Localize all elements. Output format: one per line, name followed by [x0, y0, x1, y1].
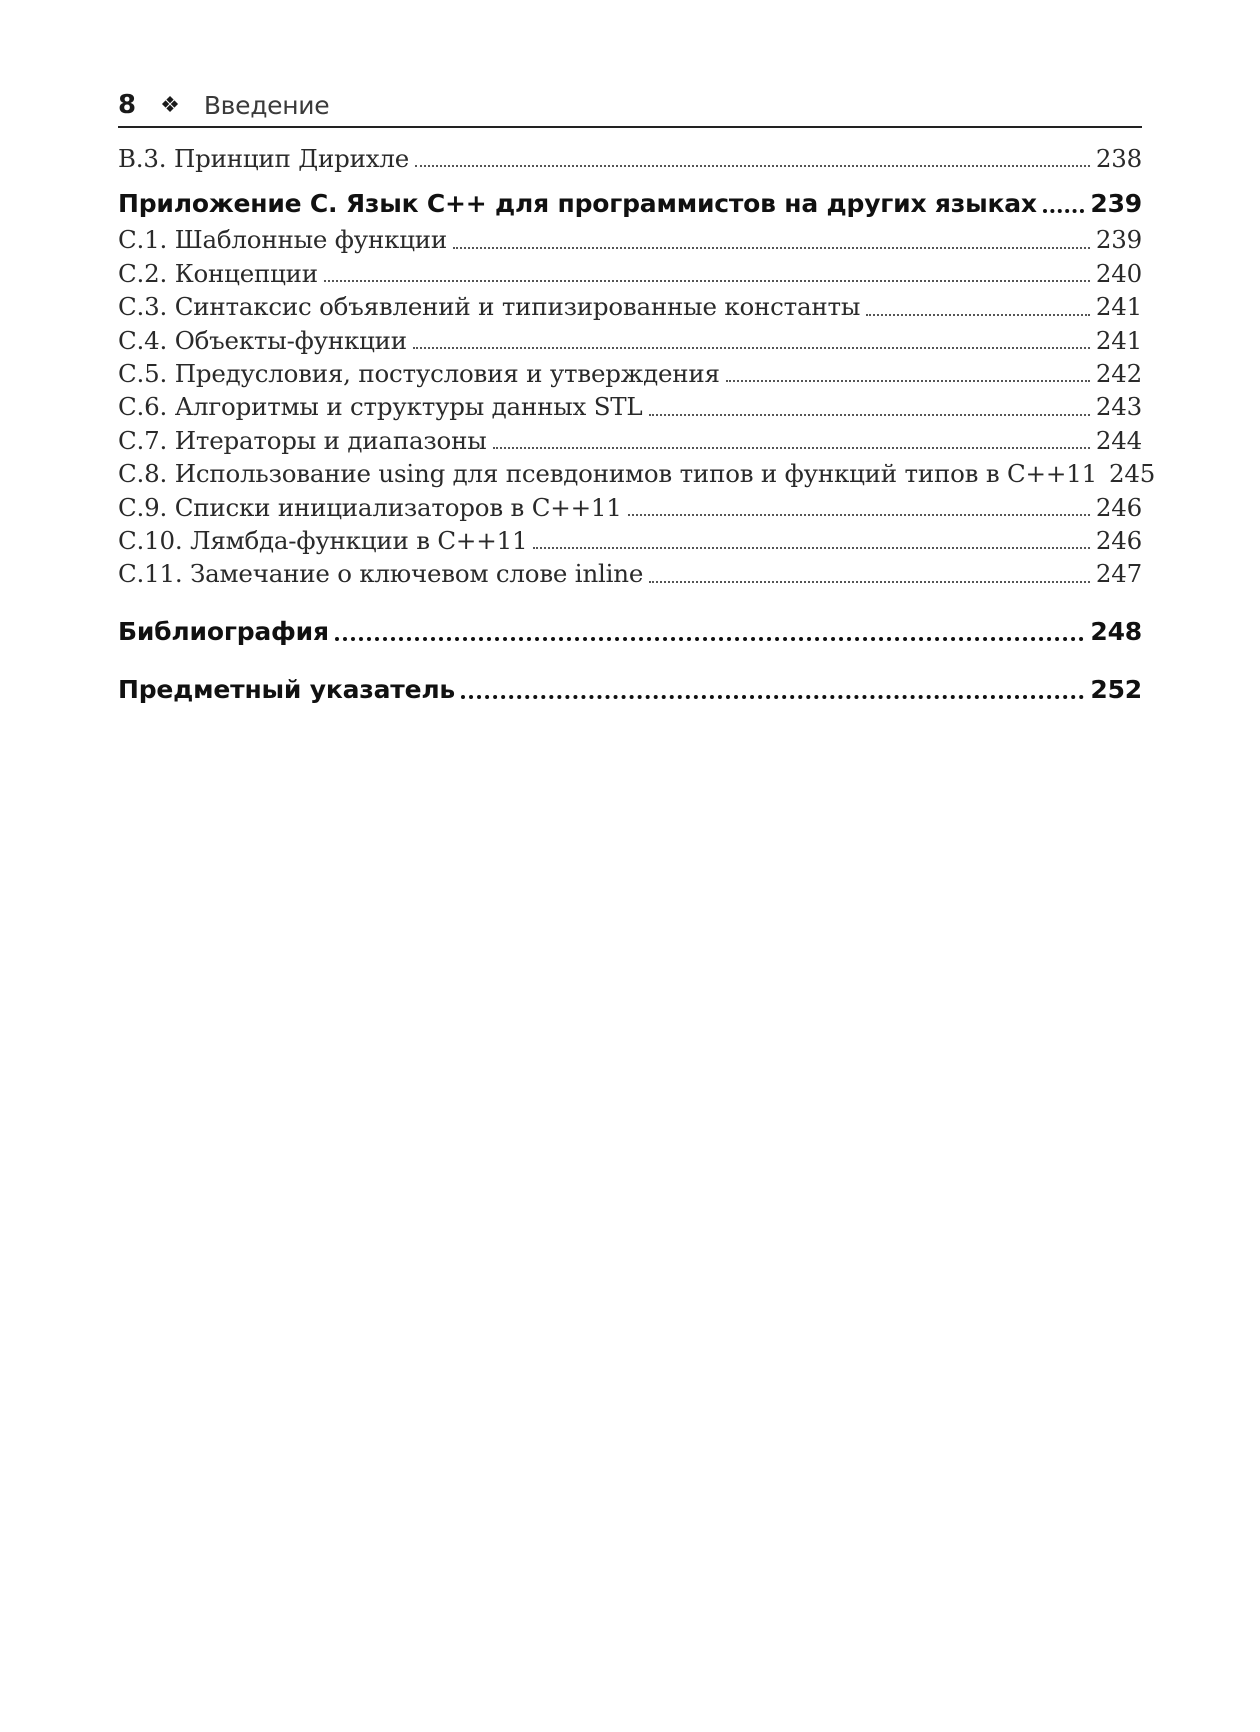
dot-leader: [649, 414, 1090, 416]
toc-entry-c5[interactable]: [118, 357, 1142, 390]
dot-leader: [453, 247, 1090, 249]
dot-leader: [413, 347, 1090, 349]
toc-entry-title: С.2. Концепции: [118, 258, 318, 288]
toc-entry-c6[interactable]: [118, 390, 1142, 423]
toc-entry-c2[interactable]: [118, 257, 1142, 290]
toc-entry-page: 238: [1095, 144, 1142, 173]
toc-chapter-title: Приложение С. Язык C++ для программистов на других языках: [118, 189, 1037, 219]
dot-leader: [533, 547, 1089, 549]
dot-leader: [866, 314, 1090, 316]
toc-entry-page: 246: [1095, 492, 1142, 522]
running-section-title: Введение: [203, 90, 330, 120]
toc-entry-page: 240: [1095, 258, 1142, 288]
dot-leader: [461, 695, 1084, 699]
toc-entry-c4[interactable]: [118, 324, 1142, 357]
toc-entry-b3[interactable]: [118, 142, 1142, 175]
dot-leader: [493, 447, 1090, 449]
toc-entry-c7[interactable]: [118, 424, 1142, 457]
toc-entry-title: С.7. Итераторы и диапазоны: [118, 425, 487, 455]
table-of-contents: [118, 142, 1156, 709]
toc-entry-title: С.8. Использование using для псевдонимов типов и функций типов в C++11: [118, 459, 1097, 489]
toc-entry-title: С.11. Замечание о ключевом слове inline: [118, 559, 644, 589]
dot-leader: [415, 165, 1090, 167]
book-page: [118, 88, 1156, 709]
toc-chapter-bibliography[interactable]: [118, 613, 1142, 651]
toc-entry-page: 242: [1095, 358, 1142, 388]
toc-entry-page: 241: [1095, 325, 1142, 355]
dot-leader: [1043, 209, 1085, 213]
toc-entry-page: 247: [1095, 559, 1142, 589]
toc-entry-title: С.1. Шаблонные функции: [118, 225, 448, 255]
dot-leader: [324, 280, 1090, 282]
toc-chapter-page: 252: [1090, 674, 1142, 704]
toc-entry-title: С.5. Предусловия, постусловия и утверждения: [118, 358, 720, 388]
toc-entry-title: С.4. Объекты-функции: [118, 325, 407, 355]
dot-leader: [649, 581, 1090, 583]
toc-entry-title: С.9. Списки инициализаторов в C++11: [118, 492, 622, 522]
running-header: [118, 88, 1142, 128]
dot-leader: [628, 514, 1090, 516]
dot-leader: [726, 380, 1090, 382]
page-number: 8: [118, 90, 137, 120]
toc-chapter-appendix-c[interactable]: [118, 185, 1142, 223]
toc-entry-c1[interactable]: [118, 223, 1142, 256]
toc-entry-page: 245: [1108, 459, 1156, 489]
toc-chapter-page: 248: [1090, 616, 1142, 646]
toc-entry-page: 239: [1095, 225, 1142, 255]
toc-entry-title: С.3. Синтаксис объявлений и типизированные константы: [118, 292, 861, 322]
toc-entry-c8[interactable]: [118, 457, 1156, 490]
toc-chapter-index[interactable]: [118, 671, 1142, 709]
toc-chapter-title: Предметный указатель: [118, 674, 456, 704]
toc-entry-page: 241: [1095, 292, 1142, 322]
toc-entry-c9[interactable]: [118, 491, 1142, 524]
toc-entry-page: 244: [1095, 425, 1142, 455]
toc-entry-page: 243: [1095, 392, 1142, 422]
toc-entry-c3[interactable]: [118, 290, 1142, 323]
toc-entry-title: С.6. Алгоритмы и структуры данных STL: [118, 392, 643, 422]
toc-entry-page: 246: [1095, 525, 1142, 555]
toc-entry-c11[interactable]: [118, 557, 1142, 590]
toc-chapter-title: Библиография: [118, 616, 329, 646]
toc-entry-title: С.10. Лямбда-функции в C++11: [118, 525, 528, 555]
toc-entry-title: В.3. Принцип Дирихле: [118, 144, 410, 173]
toc-entry-c10[interactable]: [118, 524, 1142, 557]
dot-leader: [335, 637, 1085, 641]
toc-chapter-page: 239: [1090, 189, 1142, 219]
diamond-ornament-icon: ❖: [160, 92, 180, 118]
